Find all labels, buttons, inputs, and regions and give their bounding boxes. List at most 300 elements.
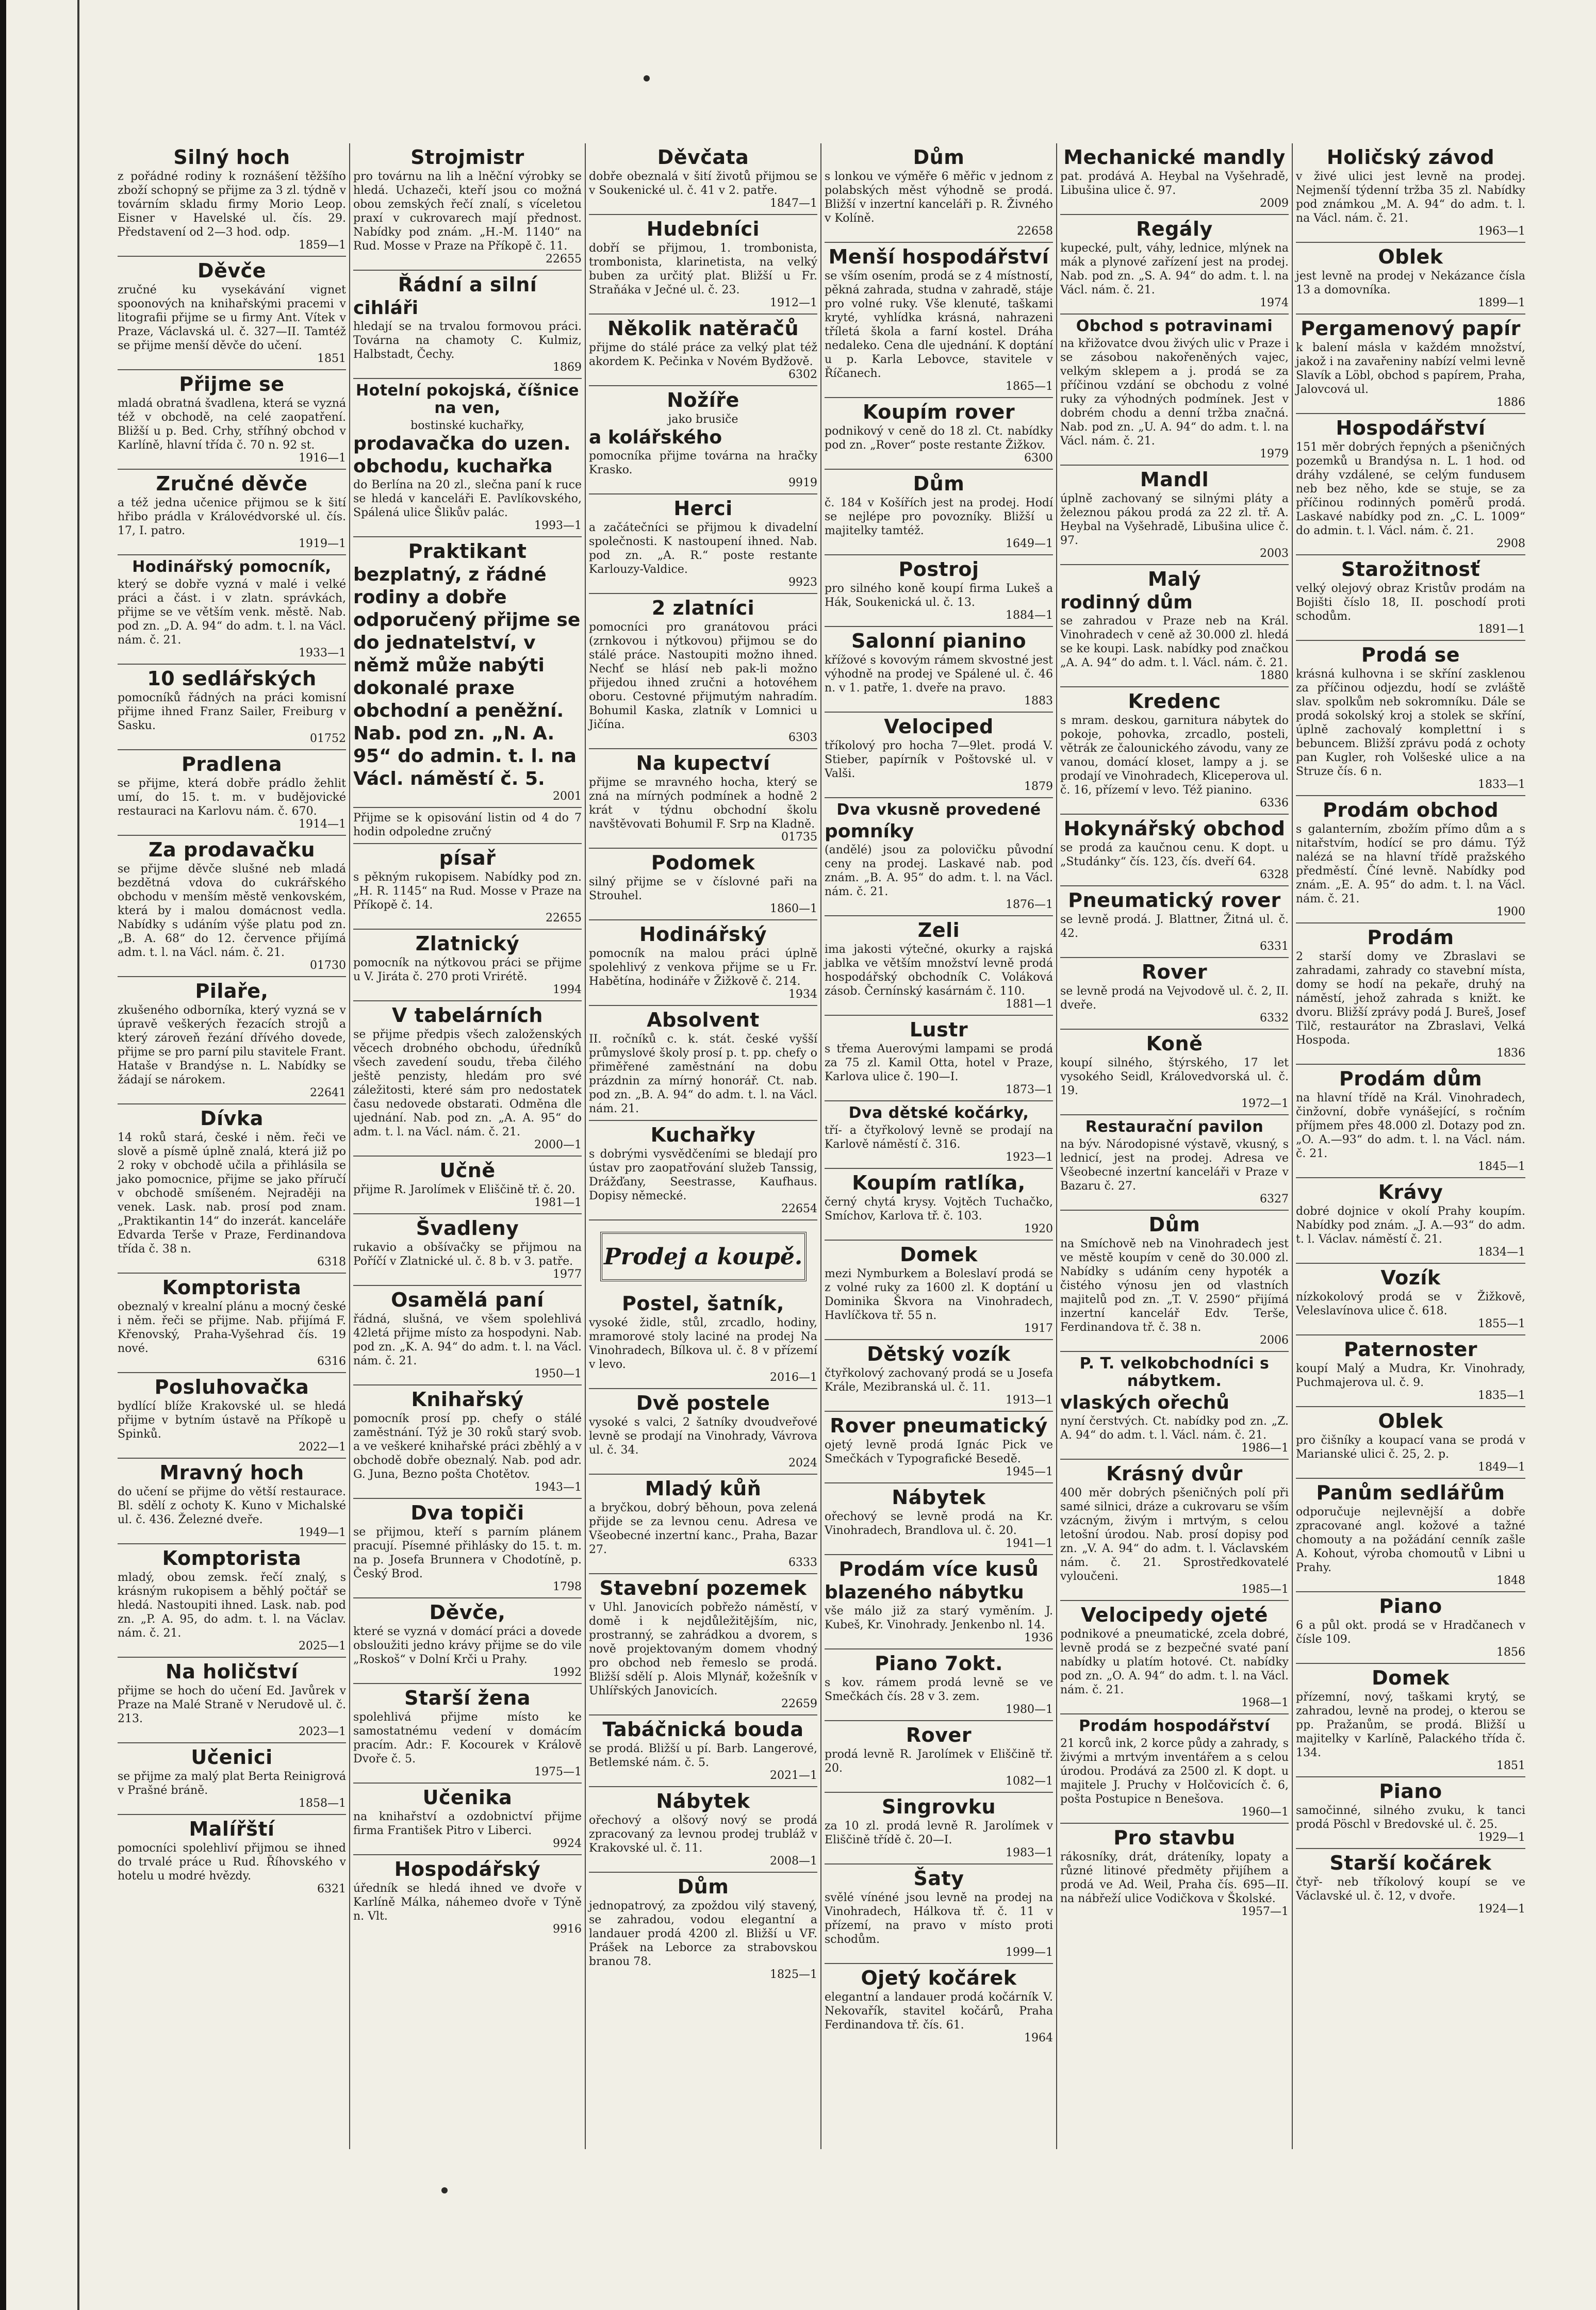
ad-body: mezi Nymburkem a Boleslaví prodá se z volné ruky za 1600 zl. K doptání u Dominika Škvora na Vinohradech, Havlíčkova tř. 55 n. (825, 1267, 1053, 1322)
classified-ad (1296, 1592, 1525, 1664)
ad-body: černý chytá krysy. Vojtěch Tuchačko, Smíchov, Karlova tř. č. 103. (825, 1196, 1053, 1223)
ad-number: 1972—1 (1241, 1097, 1289, 1110)
ad-title: Pergamenový papír (1301, 317, 1521, 340)
ad-number: 1993—1 (534, 519, 582, 532)
ad-body: s galanterním, zbožím přímo dům a s nitařstvím, hodící se pro dámu. Týž nalézá se na hlavní třídě pražského předměstí. Číné levně. Nabídky pod znám. „E. A. 95“ do adm. t. l. na Václ. nám. č. 21. (1296, 823, 1525, 905)
ad-number: 1912—1 (770, 296, 817, 309)
ad-title: Prodám hospodářství (1079, 1717, 1270, 1735)
ad-title: Přijme se (179, 373, 285, 395)
ad-number: 01752 (310, 732, 346, 745)
classified-ad (353, 379, 582, 537)
ad-title: V tabelárních (392, 1004, 543, 1027)
ad-body: s lonkou ve výměře 6 měřic v jednom z polabských měst výhodně se prodá. Bližší v inzertní kanceláři p. R. Živného v Kolíně. (825, 170, 1053, 225)
ad-title: Starší kočárek (1329, 1852, 1492, 1874)
classified-ad (1060, 1460, 1289, 1601)
ad-body: k balení másla v každém množství, jakož i na zavařeniny nabízí velmi levně Slavík a Löbl, obchod s papírem, Praha, Jalovcová ul. (1296, 341, 1525, 396)
classified-ad (353, 271, 582, 379)
classified-ad (353, 1598, 582, 1684)
ad-title: Dům (913, 146, 965, 169)
classified-ad (825, 470, 1053, 555)
classified-ad (589, 920, 817, 1006)
classified-ad (589, 143, 817, 215)
ad-number: 22641 (310, 1086, 346, 1099)
ad-number: 1977 (553, 1268, 582, 1281)
classified-ad (1296, 1407, 1525, 1479)
ad-number: 9923 (788, 576, 817, 589)
ad-body: rukavio a obšívačky se přijmou na Poříčí v Zlatnické ul. č. 8 b. v 3. patře. (353, 1241, 582, 1268)
ad-body: vysoké židle, stůl, zrcadlo, hodiny, mramorové stoly laciné na prodej Na Vinohradech, Bílkova ul. č. 8 v přízemí v levo. (589, 1316, 817, 1371)
ad-body: se prodá. Bližší u pí. Barb. Langerové, Betlemské nám. č. 5. (589, 1742, 817, 1769)
classified-ad (1060, 1714, 1289, 1824)
ad-body: a bryčkou, dobrý běhoun, pova zelená přijde se za levnou cenu. Adresa ve Všeobecné inzertní kanc., Praha, Bazar 27. (589, 1502, 817, 1556)
ad-number: 1936 (1024, 1631, 1053, 1644)
column-6 (1293, 143, 1527, 2149)
ad-title: Hospodářský (394, 1858, 541, 1880)
classified-ad (353, 1684, 582, 1784)
classified-ad (825, 1340, 1053, 1412)
ad-number: 6327 (1260, 1193, 1289, 1206)
classified-ad (1060, 687, 1289, 815)
ad-number: 2006 (1260, 1334, 1289, 1347)
ad-number: 22655 (546, 253, 582, 266)
classified-ad (1296, 143, 1525, 243)
ad-body: pomocník prosí pp. chefy o stálé zaměstnání. Týž je 30 roků starý svob. a ve veškeré knihařské práci zběhlý a v obchodě dobře obeznalý. Nab. pod adr. G. Juna, Bezno pošta Chotětov. (353, 1412, 582, 1481)
classified-ad (118, 750, 346, 836)
ad-body: přízemní, nový, taškami krytý, se zahradou, levně na prodej, o kterou se pp. Pražanům, se prodá. Bližší u majitelky v Karlíně, Palackého třída č. 134. (1296, 1691, 1525, 1759)
classified-ad (1296, 641, 1525, 796)
ad-title: Starší žena (404, 1687, 531, 1709)
ad-title: Knihařský (411, 1388, 524, 1411)
ad-title: Holičský závod (1326, 146, 1495, 169)
ad-title: Krávy (1378, 1181, 1443, 1203)
ad-body: tříkolový pro hocha 7—9let. prodá V. Stieber, papírník v Poštovské ul. v Valši. (825, 739, 1053, 780)
ad-title: Piano (1379, 1595, 1442, 1618)
classified-ad (1060, 1352, 1289, 1460)
ad-number: 01735 (781, 831, 817, 844)
classified-ad (825, 916, 1053, 1016)
classified-ad (118, 977, 346, 1104)
classified-ad (825, 1793, 1053, 1864)
ad-title: Lustr (909, 1018, 968, 1041)
ad-body: se přijmou, kteří s parním plánem pracují. Písemné přihlásky do 15. t. m. na p. Josefa Brunnera v Chodotíně, p. Český Brod. (353, 1526, 582, 1580)
classified-ad (589, 215, 817, 315)
ad-title: Kuchařky (650, 1124, 756, 1146)
ad-number: 1941—1 (1006, 1537, 1053, 1550)
ad-title: Podomek (651, 851, 755, 874)
ad-title: Rover pneumatický (830, 1414, 1048, 1437)
ad-number: 22654 (781, 1202, 817, 1215)
classified-ad (825, 1649, 1053, 1721)
ad-body: koupí Malý a Mudra, Kr. Vinohrady, Puchmajerova ul. č. 9. (1296, 1362, 1525, 1389)
classified-ad (118, 1274, 346, 1373)
ad-number: 1649—1 (1006, 537, 1053, 550)
classified-ad (1296, 1479, 1525, 1592)
ad-number: 1934 (788, 988, 817, 1001)
ad-title: Prodám (1367, 926, 1454, 949)
classified-ad (1060, 315, 1289, 466)
ad-number: 1943—1 (534, 1481, 582, 1494)
classified-ad (825, 1101, 1053, 1169)
ad-number: 1929—1 (1478, 1831, 1525, 1844)
ad-title: Dva dětské kočárky, (848, 1104, 1029, 1122)
ad-number: 9919 (788, 476, 817, 489)
ad-title: Hokynářský obchod (1063, 817, 1286, 840)
ad-number: 1798 (553, 1580, 582, 1593)
classified-ad (353, 1001, 582, 1157)
ad-title: Piano (1379, 1780, 1442, 1803)
classified-ad (825, 398, 1053, 470)
ad-body: se prodá za kaučnou cenu. K dopt. u „Studánky“ čís. 123, čís. dveří 64. (1060, 842, 1289, 868)
ad-number: 1873—1 (1006, 1083, 1053, 1096)
classified-ad (353, 930, 582, 1001)
ad-body: křížové s kovovým rámem skvostné jest výhodně na prodej ve Spálené ul. č. 46 n. v 1. patře, 1. dveře na pravo. (825, 654, 1053, 695)
classified-ad (118, 143, 346, 257)
classified-ad (1296, 1178, 1525, 1264)
ad-body: podnikové a pneumatické, zcela dobré, levně prodá se z bezpečné svaté paní nabídky u platím hotové. Ct. nabídky pod zn. „O. A. 94“ do adm. t. l. na Václ. nám. č. 21. (1060, 1628, 1289, 1696)
classified-ad (825, 798, 1053, 916)
classified-ad (353, 1214, 582, 1286)
ad-body: ořechový a olšový nový se prodá zpracovaný za levnou prodej trubláž v Krakovské ul. č. 11. (589, 1814, 817, 1855)
column-5 (1057, 143, 1293, 2149)
classified-ad (589, 1787, 817, 1873)
ad-heading-text: vlaských ořechů (1060, 1392, 1229, 1413)
classified-ad (353, 143, 582, 271)
ad-number: 1999—1 (1006, 1946, 1053, 1959)
ad-title: Koně (1146, 1032, 1203, 1055)
ad-number: 1856 (1496, 1646, 1525, 1659)
classified-ad (118, 470, 346, 555)
classified-ad (589, 1574, 817, 1715)
ad-body: koupí silného, štýrského, 17 let vysokého Seidl, Královedvorská ul. č. 19. (1060, 1057, 1289, 1097)
classified-ad (353, 1286, 582, 1385)
ad-title: Domek (900, 1243, 978, 1266)
ad-title: Prodá se (1361, 644, 1460, 666)
classified-ad (825, 1721, 1053, 1793)
classified-ad (1060, 1115, 1289, 1211)
ad-body: 6 a půl okt. prodá se v Hradčanech v čísle 109. (1296, 1619, 1525, 1646)
ad-title: Rover (906, 1724, 972, 1746)
ad-title: Salonní pianino (851, 630, 1027, 652)
classified-ad (589, 1715, 817, 1787)
ad-subtitle: bostinské kuchařky, (410, 419, 524, 432)
ad-number: 22659 (781, 1697, 817, 1710)
ad-title: Pro stavbu (1113, 1826, 1236, 1849)
ad-number: 2022—1 (299, 1441, 346, 1454)
classified-ad (118, 370, 346, 470)
ad-body: hledají se na trvalou formovou práci. Továrna na chamoty C. Kulmiz, Halbstadt, Čechy. (353, 320, 582, 361)
ad-body: nyní čerstvých. Ct. nabídky pod zn. „Z. A. 94“ do adm. t. l. Václ. nám. č. 21. (1060, 1415, 1289, 1442)
ad-number: 1923—1 (1006, 1151, 1053, 1164)
ad-title: Zlatnický (415, 932, 520, 955)
ad-number: 1960—1 (1241, 1806, 1289, 1819)
classified-ad (1060, 1824, 1289, 1922)
classified-ad (1296, 414, 1525, 555)
ad-heading-text: blazeného nábytku (825, 1582, 1024, 1603)
ad-title: Prodám obchod (1322, 799, 1499, 821)
ad-title: Koupím rover (862, 401, 1015, 423)
ad-title: Dům (913, 472, 965, 495)
ad-number: 2023—1 (299, 1725, 346, 1738)
ad-body: samočinné, silného zvuku, k tanci prodá Pöschl v Bredovské ul. č. 25. (1296, 1804, 1525, 1831)
ad-number: 1994 (553, 983, 582, 996)
ad-title: Pilaře, (195, 980, 269, 1002)
classified-ad (589, 594, 817, 749)
ad-title: Hudebníci (646, 218, 760, 240)
ad-body: s mram. deskou, garnitura nábytek do pokoje, pohovka, zrcadlo, posteli, větrák ze čalounického závodu, vany ze vanou, domácí kloset, lampy a j. se prodají ve Vinohradech, Kliceperova ul. č. 16, přízemí v levo. Též pianino. (1060, 714, 1289, 797)
ad-body: řádná, slušná, ve všem spolehlivá 42letá přijme místo za hospodyni. Nab. pod zn. „K. A. 94“ do adm. t. l. na Václ. nám. č. 21. (353, 1313, 582, 1367)
ad-body: ima jakosti výtečné, okurky a rajská jablka ve větším množství levně prodá hospodářský obchodník C. Voláková zásob. Černínský kasárnám č. 110. (825, 943, 1053, 998)
ad-title: Postel, šatník, (622, 1292, 784, 1315)
ad-body: č. 184 v Košířích jest na prodej. Hodí se nejlépe pro povozníky. Bližší u majitelky tamtéž. (825, 497, 1053, 537)
ad-body: úplně zachovaný se silnými pláty a železnou pákou prodá za 22 zl. tř. A. Heybal na Vyšehradě, Libušina ulice č. 97. (1060, 492, 1289, 547)
ad-number: 1957—1 (1241, 1905, 1289, 1918)
classified-ad (1296, 555, 1525, 641)
ad-number: 6336 (1260, 797, 1289, 810)
ad-number: 1950—1 (534, 1367, 582, 1380)
classified-ad (353, 1499, 582, 1598)
ad-number: 2016—1 (770, 1371, 817, 1384)
ad-number: 22655 (546, 912, 582, 925)
ad-body: se levně prodá. J. Blattner, Žitná ul. č. 42. (1060, 913, 1289, 940)
ad-body: a též jedna učenice přijmou se k šití hřibo prádla v Královédvorské ul. čís. 17, I. patro. (118, 497, 346, 537)
ad-body: svělé vínéné jsou levně na prodej na Vinohradech, Hálkova tř. č. 11 v přízemí, na pravo v místo proti schodům. (825, 1891, 1053, 1946)
ad-body: se zahradou v Praze neb na Král. Vinohradech v ceně až 30.000 zl. hledá se ke koupi. Lask. nabídky pod značkou „A. A. 94“ do adm. t. l. Václ. nám. č. 21. (1060, 615, 1289, 669)
ad-number: 1891—1 (1478, 623, 1525, 636)
ad-title: Zručné děvče (156, 472, 308, 495)
ad-title: Několik natěračů (607, 317, 799, 340)
ad-body: přijme do stálé práce za velký plat též akordem K. Pečinka v Novém Bydžově. (589, 341, 817, 368)
ad-title: Dva vkusně provedené (836, 801, 1041, 819)
ad-body: s třema Auerovými lampami se prodá za 75 zl. Kamil Otta, hotel v Praze, Karlova ulice č. 190—I. (825, 1043, 1053, 1083)
ad-title: Pneumatický rover (1068, 889, 1281, 912)
ad-title: Šaty (913, 1867, 964, 1890)
ad-title: Zeli (917, 919, 960, 942)
classified-ad (1296, 243, 1525, 315)
classified-ad (118, 1815, 346, 1900)
ad-number: 1975—1 (534, 1766, 582, 1778)
ad-body: obeznalý v krealní plánu a mocný české i něm. řeči se přijme. Nab. přijímá F. Křenovský, Praha-Vyšehrad čís. 19 nové. (118, 1300, 346, 1355)
ad-title: Regály (1136, 218, 1213, 240)
ad-number: 9916 (553, 1923, 582, 1936)
ad-number: 1851 (317, 352, 346, 365)
page-fold-line (77, 0, 79, 2310)
classified-ad (118, 1104, 346, 1274)
ad-body: elegantní a landauer prodá kočárník V. Nekovařík, stavitel kočárů, Praha Ferdinandova tř. čís. 61. (825, 1991, 1053, 2032)
classified-ad (825, 1241, 1053, 1340)
ad-body: pro továrnu na lih a lněční výrobky se hledá. Uchazeči, kteří jsou co možná obou zemských řečí znalí, s víceletou praxí v cukrovarech mají přednost. Nabídky pod znám. „H.-M. 1140“ na Rud. Mosse v Praze na Příkopě č. 11. (353, 170, 582, 253)
classified-ad (1060, 815, 1289, 886)
section-banner-text: Prodej a koupě. (603, 1243, 803, 1270)
ad-title: Malý (1147, 568, 1202, 590)
ad-title: Velociped (884, 715, 994, 738)
classified-ad (1060, 958, 1289, 1030)
column-3 (586, 143, 821, 2149)
ad-number: 1933—1 (299, 647, 346, 659)
ad-title: Ojetý kočárek (861, 1967, 1017, 1989)
ad-heading-text: cihláři (353, 298, 419, 319)
classified-ad (589, 386, 817, 494)
ad-number: 1985—1 (1241, 1583, 1289, 1596)
ad-number: 2008—1 (770, 1855, 817, 1868)
ad-title: Děvče (198, 259, 266, 282)
classified-ad (825, 627, 1053, 713)
ad-body: krásná kulhovna i se skříní zasklenou za příčinou odjezdu, hodí se zvláště slav. spolkům neb sokromníku. Dále se prodá sokolský kroj a stolek se skříní, úplně zachovalý komplettní i s bebuncem. Bližší zprávu podá z ochoty pan Kugler, roh Volšeské ulice a na Struze čís. 6 n. (1296, 668, 1525, 778)
ad-body: pomocníci spolehliví přijmou se ihned do trvalé práce u Rud. Říhovského v hotelu u modré hvězdy. (118, 1842, 346, 1883)
classified-ad (589, 494, 817, 594)
ad-body: 2 starší domy ve Zbraslavi se zahradami, zahrady co stavební místa, domy se hodí na pekaře, druhý na náměstí, jehož zahrada s knižt. ke dvoru. Bližší zprávy podá J. Bureš, Josef Tilč, restaurátor na Zbraslavi, Velká Hospoda. (1296, 950, 1525, 1047)
ad-number: 1835—1 (1478, 1389, 1525, 1402)
ad-body: dobré dojnice v okolí Prahy koupím. Nabídky pod znám. „J. A.—93“ do adm. t. l. Václav. náměstí č. 21. (1296, 1205, 1525, 1246)
ad-body: dobří se přijmou, 1. trombonista, trombonista, klarinetista, na velký buben za určitý plat. Bližší u Fr. Straňáka v Ječné ul. č. 23. (589, 242, 817, 296)
ad-number: 6318 (317, 1256, 346, 1268)
classified-ad (118, 1459, 346, 1544)
ad-title: 10 sedlářských (147, 667, 317, 690)
ad-number: 1865—1 (1006, 380, 1053, 393)
ad-number: 6316 (317, 1355, 346, 1368)
classified-ad (353, 1385, 582, 1499)
ad-body: které se vyzná v domácí práci a dovede obsloužiti jedno krávy přijme se do vile „Roskoš“ v Dolní Krči u Prahy. (353, 1625, 582, 1666)
classified-ad (118, 555, 346, 665)
ad-title: Starožitnosť (1341, 558, 1480, 581)
ad-number: 6303 (788, 731, 817, 744)
ad-title: Dívka (200, 1107, 264, 1130)
ad-subtitle: jako brusiče (668, 413, 738, 426)
ad-body: 14 roků stará, české i něm. řeči ve slově a písmě úplně znalá, která již po 2 roky v obchodě učila a přihlásila se jako pomocnice, přijme se jako příručí v obchodě smíšeném. Nejraději na venek. Lask. nab. prosí pod znam. „Praktikantin 14“ do inzerát. kanceláře Edvarda Terše v Praze, Ferdinandova třída č. 38 n. (118, 1131, 346, 1256)
ad-title: Hodinářský (639, 923, 767, 946)
ad-number: 1883 (1024, 695, 1053, 707)
ad-number: 1833—1 (1478, 778, 1525, 791)
ad-number: 1860—1 (770, 902, 817, 915)
ad-number: 1919—1 (299, 537, 346, 550)
classified-ad (353, 844, 582, 930)
ad-body: tří- a čtyřkolový levně se prodají na Karlově náměstí č. 316. (825, 1124, 1053, 1151)
ad-body: pomocník na nýtkovou práci se přijme u V. Jiráta č. 270 proti Vrirétě. (353, 956, 582, 983)
ad-body: dobře obeznalá v šití životů přijmou se v Soukenické ul. č. 41 v 2. patře. (589, 170, 817, 197)
ad-body: vše málo již za starý vyměním. J. Kubeš, Kr. Vinohrady. Jenkenbo nl. 14. (825, 1605, 1053, 1631)
ad-number: 1848 (1496, 1574, 1525, 1587)
ad-heading-text: prodavačka do uzen. obchodu, kuchařka (353, 433, 571, 477)
ad-number: 2025—1 (299, 1640, 346, 1653)
ad-number: 1949—1 (299, 1526, 346, 1539)
scan-edge (0, 0, 6, 2310)
ad-body: (andělé) jsou za polovičku původní ceny na prodej. Laskavé nab. pod znám. „B. A. 95“ do adm. t. l. na Václ. nám. č. 21. (825, 844, 1053, 898)
ad-number: 1913—1 (1006, 1394, 1053, 1407)
ad-body: vysoké s valci, 2 šatníky dvoudveřové levně se prodají na Vinohrady, Vávrova ul. č. 34. (589, 1416, 817, 1457)
ad-body: prodá levně R. Jarolímek v Eliščině tř. 20. (825, 1748, 1053, 1775)
ad-title: Prodám více kusů (838, 1558, 1039, 1580)
ad-title: Učně (439, 1159, 496, 1182)
ad-title: Švadleny (416, 1217, 519, 1240)
ad-number: 1992 (553, 1666, 582, 1679)
ad-heading-text: a kolářského (589, 427, 722, 448)
ad-number: 1964 (1024, 2032, 1053, 2044)
ad-number: 6302 (788, 368, 817, 381)
ad-title: Hodinářský pomocník, (132, 558, 332, 576)
ad-title: Koupím ratlíka, (852, 1172, 1026, 1194)
ad-body: za 10 zl. prodá levně R. Jarolímek v Eliščině třídě č. 20—I. (825, 1820, 1053, 1846)
ad-number: 1900 (1496, 905, 1525, 918)
ad-number: 6321 (317, 1883, 346, 1895)
classified-ad (589, 315, 817, 386)
classified-ad (118, 836, 346, 977)
classified-ad (118, 1743, 346, 1815)
classified-ad (1060, 215, 1289, 315)
classified-ad (1060, 565, 1289, 687)
classified-ad (1296, 1065, 1525, 1178)
ad-body: mladý, obou zemsk. řečí znalý, s krásným rukopisem a běhlý počtář se hledá. Nastoupiti ihned. Lask. nab. pod zn. „P. A. 95, do adm. t. l. na Václav. nám. č. 21. (118, 1571, 346, 1640)
ad-number: 1924—1 (1478, 1903, 1525, 1916)
ad-number: 2000—1 (534, 1138, 582, 1151)
ad-body: na Smíchově neb na Vinohradech jest ve městě koupím v ceně do 30.000 zl. Nabídky s udáním ceny hypoték a čistého výnosu jen od vlastních majitelů pod zn. „T. V. 2590“ přijímá inzertní kancelář Edv. Terše, Ferdinandova tř. č. 38 n. (1060, 1238, 1289, 1334)
ad-number: 2908 (1496, 537, 1525, 550)
ad-title: Na kupectví (636, 752, 770, 774)
ad-title: Absolvent (647, 1009, 760, 1031)
ad-title: Osamělá paní (391, 1289, 544, 1311)
ad-number: 1899—1 (1478, 296, 1525, 309)
ad-number: 1859—1 (299, 239, 346, 252)
classified-columns (114, 143, 1527, 2149)
classified-ad (825, 1555, 1053, 1649)
classified-ad (118, 1658, 346, 1743)
ad-body: na hlavní třídě na Král. Vinohradech, činžovní, dobře vynášející, s ročním příjmem přes 48.000 zl. Dotazy pod zn. „O. A.—93“ do adm. t. l. na Václ. nám. č. 21. (1296, 1092, 1525, 1160)
ad-number: 1974 (1260, 296, 1289, 309)
column-2 (350, 143, 586, 2149)
ad-number: 1914—1 (299, 818, 346, 831)
ad-body: kupecké, pult, váhy, lednice, mlýnek na mák a plynové zařízení jest na prodej. Nab. pod zn. „S. A. 94“ do adm. t. l. na Václ. nám. č. 21. (1060, 242, 1289, 296)
classified-ad (1060, 466, 1289, 565)
ad-number: 1881—1 (1006, 998, 1053, 1011)
ad-body: přijme R. Jarolímek v Eliščině tř. č. 20. (353, 1183, 575, 1196)
ad-number: 1836 (1496, 1047, 1525, 1060)
ad-number: 6332 (1260, 1012, 1289, 1025)
ad-title: Dětský vozík (867, 1343, 1011, 1365)
ad-body: mladá obratná švadlena, která se vyzná též v obchodě, na celé zaopatření. Bližší u p. Bed. Crhy, stříhný obchod v Karlíně, hlavní třída č. 70 n. 92 st. (118, 397, 346, 452)
classified-ad (1296, 1335, 1525, 1407)
ad-title: Nábytek (892, 1486, 986, 1509)
ad-body: z pořádné rodiny k roznášení těžšího zboží schopný se přijme za 3 zl. týdně v továrním skladu firmy Morio Leop. Eisner v Havelské ul. čís. 29. Představení od 2—3 hod. odp. (118, 170, 346, 239)
section-banner (600, 1232, 807, 1281)
ad-number: 1886 (1496, 396, 1525, 409)
ad-title: Strojmistr (410, 146, 524, 169)
ad-number: 6328 (1260, 868, 1289, 881)
ad-title: Singrovku (881, 1795, 996, 1818)
ad-body: velký olejový obraz Kristův prodám na Bojišti číslo 18, II. poschodí proti schodům. (1296, 582, 1525, 623)
ad-title: Kredenc (1128, 690, 1221, 713)
classified-ad (825, 1169, 1053, 1241)
ad-number: 1981—1 (534, 1196, 582, 1209)
classified-ad (589, 1873, 817, 1985)
classified-ad (1060, 1030, 1289, 1115)
classified-ad (825, 1864, 1053, 1964)
ad-title: Oblek (1378, 1410, 1443, 1432)
classified-ad (589, 1006, 817, 1121)
ad-body: v živé ulici jest levně na prodej. Nejmenší týdenní tržba 35 zl. Nabídky pod známkou „M. A. 94“ do adm. t. l. na Václ. nám. č. 21. (1296, 170, 1525, 225)
classified-ad (589, 849, 817, 920)
ad-title: Hospodářství (1336, 417, 1486, 439)
ad-title: Mravný hoch (159, 1461, 304, 1484)
classified-ad (1060, 1211, 1289, 1352)
classified-ad (589, 1389, 817, 1475)
ad-title: Domek (1372, 1666, 1450, 1689)
ad-number: 1986—1 (1241, 1442, 1289, 1455)
classified-ad (825, 555, 1053, 627)
ad-number: 1979 (1260, 448, 1289, 460)
ad-title: Tabáčnická bouda (602, 1718, 804, 1741)
classified-ad (825, 143, 1053, 243)
ad-body: se přijme děvče slušné neb mladá bezdětná vdova do cukrářského obchodu v menším městě venkovském, která by i malou domácnost vedla. Nabídky s udáním výše platu pod zn. „B. A. 68“ do 12. července přijímá adm. t. l. na Václ. nám. č. 21. (118, 863, 346, 959)
column-1 (114, 143, 350, 2149)
ad-title: 2 zlatníci (651, 597, 755, 619)
